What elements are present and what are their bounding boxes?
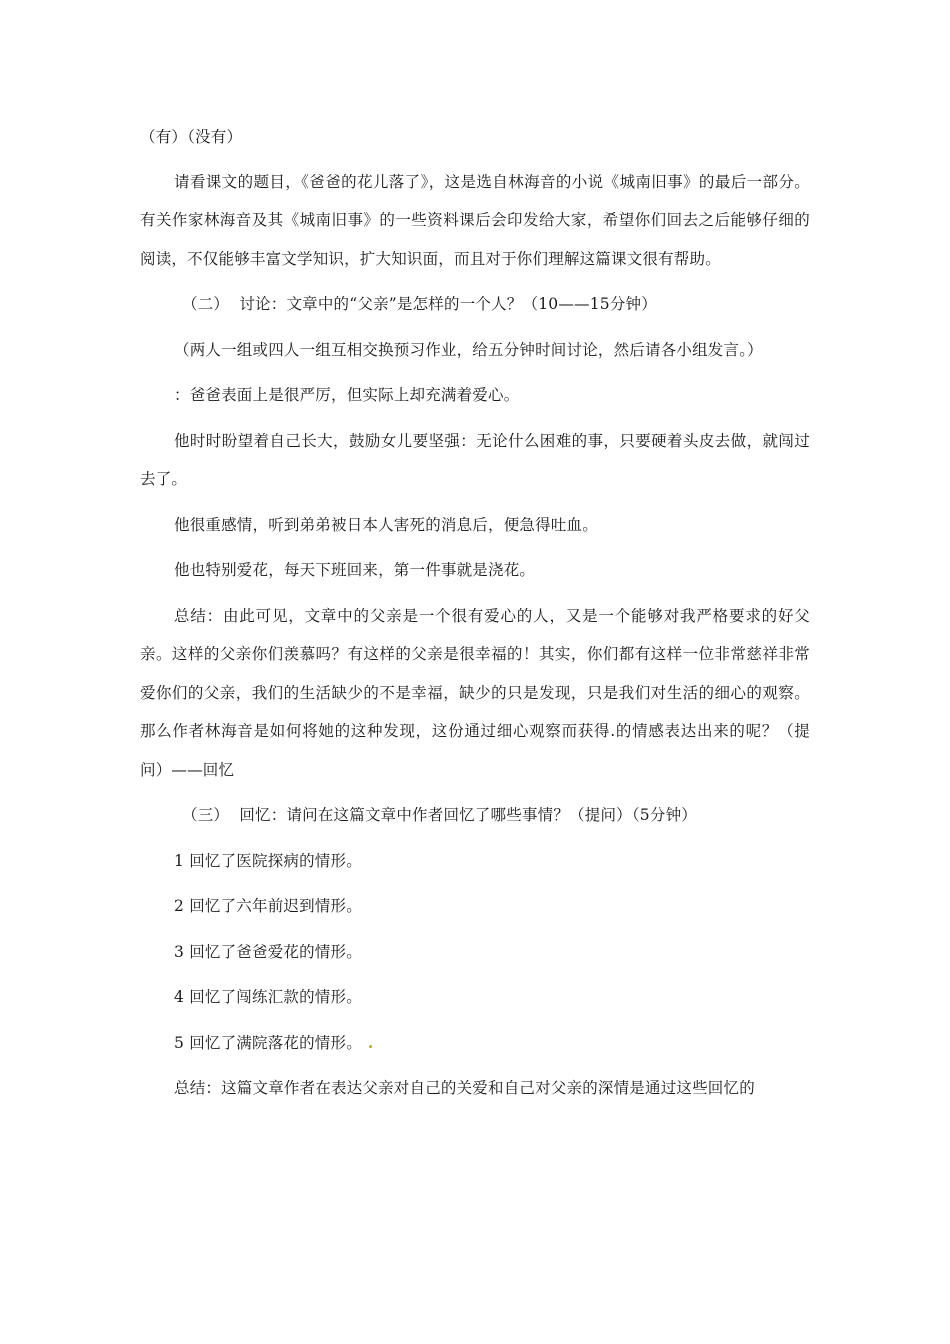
paragraph-father-hopes: 他时时盼望着自己长大，鼓励女儿要坚强：无论什么困难的事，只要硬着头皮去做，就闯过去了。: [140, 431, 810, 488]
answer-options: （有）（没有）: [140, 128, 243, 146]
document-page: [140, 118, 810, 1115]
paragraph-father-strict: ：爸爸表面上是很严厉，但实际上却充满着爱心。: [174, 386, 520, 404]
yellow-dot-mark: .: [367, 1032, 374, 1052]
paragraph-father-flowers: 他也特别爱花，每天下班回来，第一件事就是浇花。: [174, 561, 536, 579]
paragraph-title-intro: 请看课文的题目，《爸爸的花儿落了》，这是选自林海音的小说《城南旧事》的最后一部分。有关作家林海音及其《城南旧事》的一些资料课后会印发给大家，希望你们回去之后能够仔细的阅读，不仅能够丰富文学知识，扩大知识面，而且对于你们理解这篇课文很有帮助。: [140, 172, 810, 268]
list-item-text: 5 回忆了满院落花的情形。: [174, 1033, 362, 1052]
list-item: [140, 1024, 810, 1063]
list-item: 3 回忆了爸爸爱花的情形。: [174, 942, 362, 961]
list-item: 4 回忆了闯练汇款的情形。: [174, 988, 362, 1006]
paragraph-discussion-note: （两人一组或四人一组互相交换预习作业，给五分钟时间讨论，然后请各小组发言。）: [174, 340, 763, 359]
list-item: 2 回忆了六年前迟到情形。: [174, 897, 362, 915]
section-three-heading: （三） 回忆：请问在这篇文章中作者回忆了哪些事情？（提问）（5分钟）: [182, 806, 697, 824]
list-item: 1 回忆了医院探病的情形。: [174, 851, 362, 870]
section-two-heading: （二） 讨论：文章中的“父亲”是怎样的一个人？（10——15分钟）: [182, 295, 657, 313]
paragraph-father-feelings: 他很重感情，听到弟弟被日本人害死的消息后，便急得吐血。: [174, 515, 598, 534]
paragraph-summary-one: 总结：由此可见，文章中的父亲是一个很有爱心的人，又是一个能够对我严格要求的好父亲。这样的父亲你们羡慕吗？有这样的父亲是很幸福的！其实，你们都有这样一位非常慈祥非常爱你们的父亲，我们的生活缺少的不是幸福，缺少的只是发现，只是我们对生活的细心的观察。那么作者林海音是如何将她的这种发现，这份通过细心观察而获得.的情感表达出来的呢？（提问）——回忆: [140, 606, 810, 779]
paragraph-summary-two: 总结：这篇文章作者在表达父亲对自己的关爱和自己对父亲的深情是通过这些回忆的: [174, 1079, 755, 1097]
